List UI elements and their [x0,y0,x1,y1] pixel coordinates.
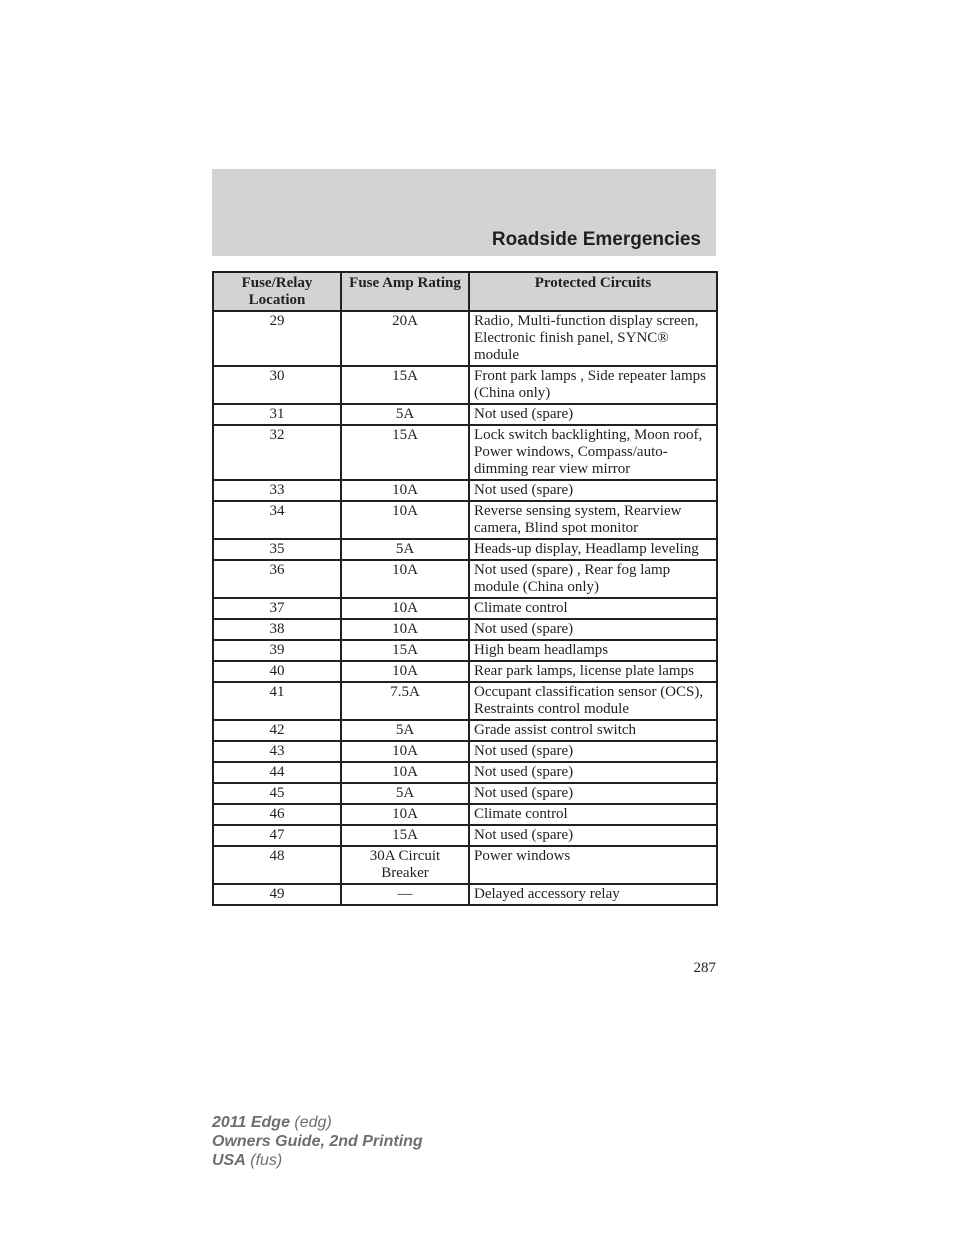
amp-rating-cell: 5A [341,783,469,804]
amp-rating-cell: 10A [341,560,469,598]
protected-circuits-cell: Climate control [469,804,717,825]
protected-circuits-cell: Climate control [469,598,717,619]
protected-circuits-cell: Not used (spare) [469,825,717,846]
section-title: Roadside Emergencies [491,229,701,250]
fuse-location-cell: 47 [213,825,341,846]
table-row [213,598,717,619]
table-header-row [213,272,717,311]
fuse-location-cell: 45 [213,783,341,804]
column-header-protected-circuits: Protected Circuits [469,272,717,311]
amp-rating-cell: 15A [341,825,469,846]
table-row [213,425,717,480]
fuse-location-cell: 48 [213,846,341,884]
table-row [213,884,717,905]
amp-rating-cell: 10A [341,501,469,539]
amp-rating-cell: 10A [341,741,469,762]
footer-model-code: (edg) [294,1114,332,1131]
amp-rating-cell: 15A [341,640,469,661]
table-row [213,619,717,640]
protected-circuits-cell: Rear park lamps, license plate lamps [469,661,717,682]
fuse-location-cell: 49 [213,884,341,905]
fuse-location-cell: 30 [213,366,341,404]
footer-model: 2011 Edge [212,1114,290,1131]
protected-circuits-cell: Heads-up display, Headlamp leveling [469,539,717,560]
protected-circuits-cell: Front park lamps , Side repeater lamps (China only) [469,366,717,404]
protected-circuits-cell: High beam headlamps [469,640,717,661]
protected-circuits-cell: Radio, Multi-function display screen, Electronic finish panel, SYNC® module [469,311,717,366]
fuse-location-cell: 31 [213,404,341,425]
table-row [213,501,717,539]
amp-rating-cell: 7.5A [341,682,469,720]
protected-circuits-cell: Delayed accessory relay [469,884,717,905]
protected-circuits-cell: Grade assist control switch [469,720,717,741]
amp-rating-cell: — [341,884,469,905]
table-row [213,640,717,661]
footer [212,1113,423,1170]
table-row [213,783,717,804]
fuse-location-cell: 29 [213,311,341,366]
table-row [213,741,717,762]
table-row [213,539,717,560]
footer-market: USA [212,1152,246,1169]
footer-guide: Owners Guide, 2nd Printing [212,1133,423,1150]
protected-circuits-cell: Reverse sensing system, Rearview camera, Blind spot monitor [469,501,717,539]
amp-rating-cell: 10A [341,598,469,619]
fuse-location-cell: 43 [213,741,341,762]
amp-rating-cell: 15A [341,366,469,404]
amp-rating-cell: 5A [341,720,469,741]
protected-circuits-cell: Power windows [469,846,717,884]
protected-circuits-cell: Not used (spare) [469,741,717,762]
table-row [213,404,717,425]
protected-circuits-cell: Not used (spare) [469,404,717,425]
fuse-location-cell: 37 [213,598,341,619]
table-row [213,311,717,366]
section-header-band [212,169,716,256]
amp-rating-cell: 10A [341,480,469,501]
amp-rating-cell: 5A [341,404,469,425]
page-number: 287 [693,960,716,976]
table-row [213,846,717,884]
amp-rating-cell: 20A [341,311,469,366]
fuse-location-cell: 46 [213,804,341,825]
amp-rating-cell: 10A [341,619,469,640]
fuse-table-body [213,311,717,905]
table-row [213,804,717,825]
fuse-location-cell: 44 [213,762,341,783]
amp-rating-cell: 15A [341,425,469,480]
protected-circuits-cell: Not used (spare) [469,480,717,501]
table-row [213,825,717,846]
amp-rating-cell: 30A Circuit Breaker [341,846,469,884]
fuse-location-cell: 32 [213,425,341,480]
protected-circuits-cell: Not used (spare) [469,762,717,783]
protected-circuits-cell: Lock switch backlighting, Moon roof, Power windows, Compass/auto-dimming rear view mirror [469,425,717,480]
column-header-location: Fuse/Relay Location [213,272,341,311]
table-row [213,720,717,741]
footer-line-model [212,1113,423,1132]
footer-line-guide [212,1132,423,1151]
footer-line-market [212,1151,423,1170]
table-row [213,762,717,783]
fuse-location-cell: 39 [213,640,341,661]
protected-circuits-cell: Not used (spare) , Rear fog lamp module (China only) [469,560,717,598]
protected-circuits-cell: Not used (spare) [469,619,717,640]
amp-rating-cell: 10A [341,762,469,783]
fuse-location-cell: 38 [213,619,341,640]
fuse-location-cell: 42 [213,720,341,741]
fuse-location-cell: 40 [213,661,341,682]
protected-circuits-cell: Occupant classification sensor (OCS), Restraints control module [469,682,717,720]
fuse-location-cell: 41 [213,682,341,720]
fuse-location-cell: 36 [213,560,341,598]
fuse-location-cell: 33 [213,480,341,501]
table-row [213,480,717,501]
footer-market-code: (fus) [250,1152,283,1169]
table-row [213,366,717,404]
fuse-location-cell: 34 [213,501,341,539]
fuse-location-cell: 35 [213,539,341,560]
table-row [213,560,717,598]
fuse-table [212,271,718,906]
column-header-amp-rating: Fuse Amp Rating [341,272,469,311]
amp-rating-cell: 10A [341,661,469,682]
table-row [213,682,717,720]
amp-rating-cell: 5A [341,539,469,560]
protected-circuits-cell: Not used (spare) [469,783,717,804]
amp-rating-cell: 10A [341,804,469,825]
table-row [213,661,717,682]
